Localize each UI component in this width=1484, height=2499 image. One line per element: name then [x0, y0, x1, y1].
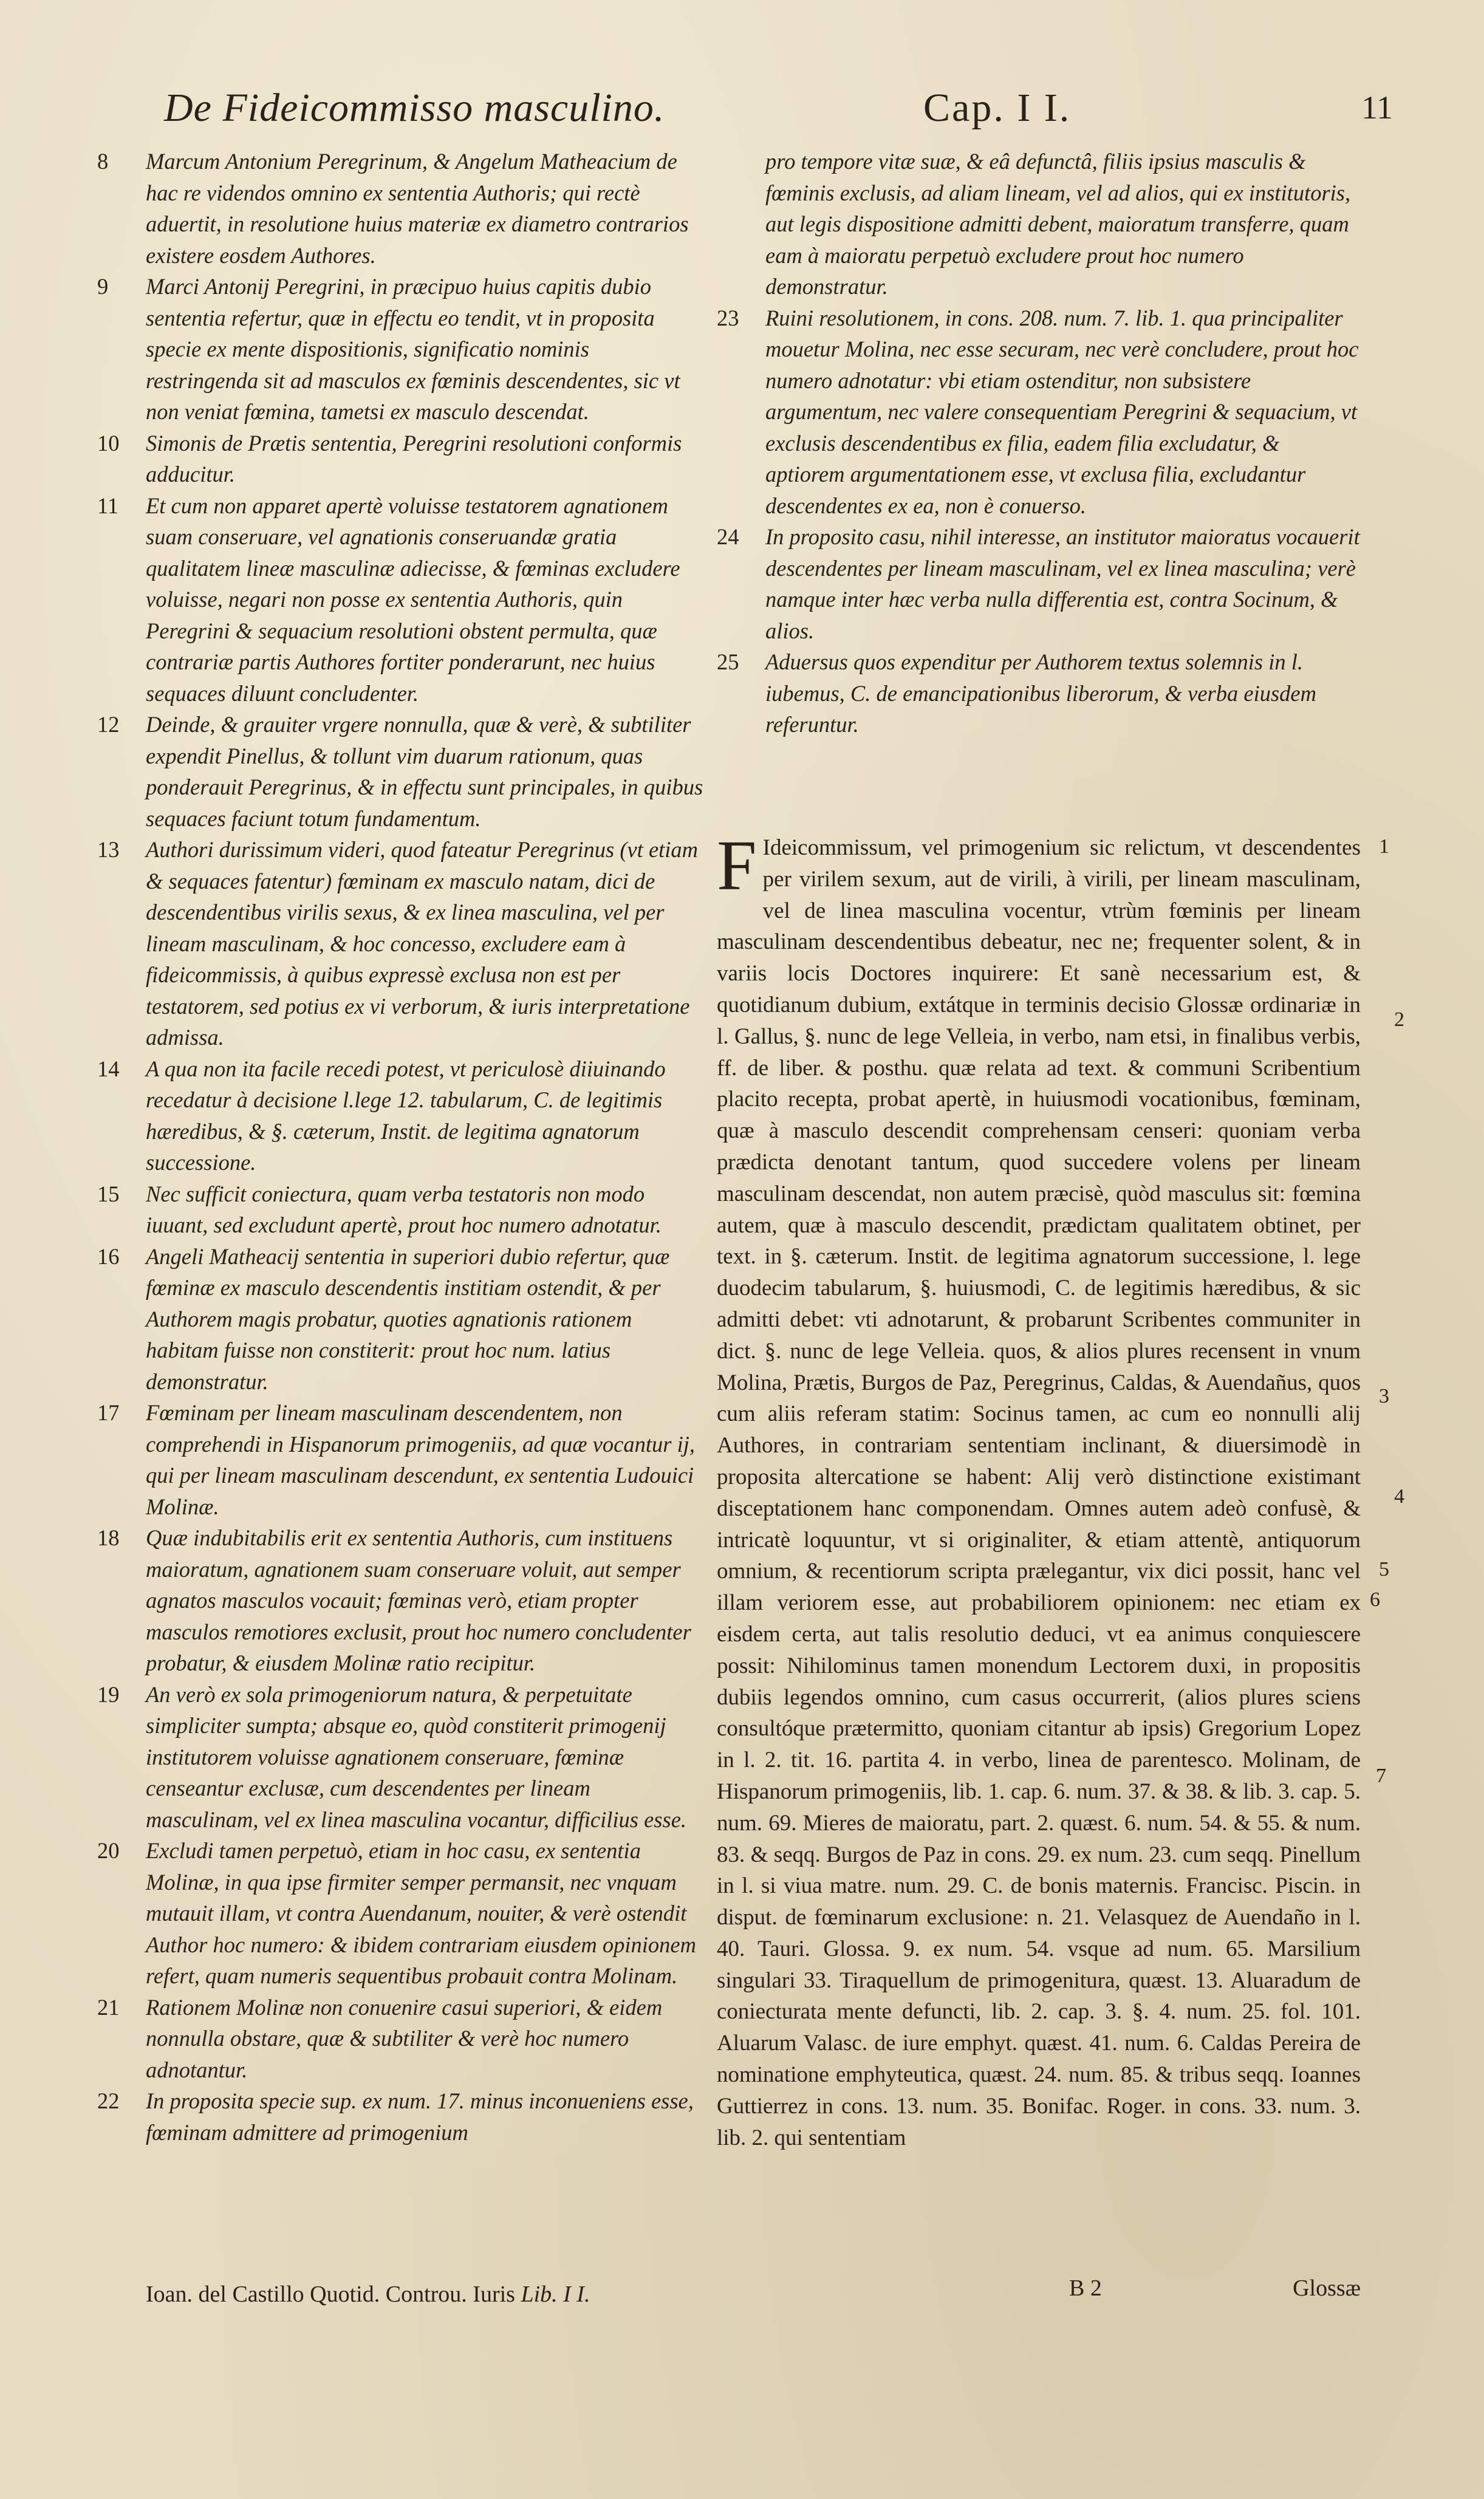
summary-item	[97, 1835, 705, 1992]
summary-item-text: In proposito casu, nihil interesse, an institutor maioratus vocauerit descendentes per lineam masculinam, vel ex linea masculina; verè namque inter hæc verba nulla differentia est, contra Socinum, & alios.	[765, 524, 1360, 643]
footer-author: Ioan. del Castillo Quotid. Controu. Iuris	[146, 2282, 515, 2307]
summary-item-text: Quæ indubitabilis erit ex sententia Authoris, cum instituens maioratum, agnationem suam conseruare voluit, aut semper agnatos masculos vocauit; fœminas verò, etiam propter masculos remotiores exclusit, prout hoc numero concludenter probatur, & eiusdem Molinæ ratio recipitur.	[146, 1525, 691, 1675]
footer-book: Lib. I I.	[521, 2282, 590, 2307]
margin-number: 7	[1376, 1765, 1386, 1787]
summary-item-text: Rationem Molinæ non conuenire casui superiori, & eidem nonnulla obstare, quæ & subtiliter & verè hoc numero adnotantur.	[146, 1994, 663, 2082]
summary-item-text: Excludi tamen perpetuò, etiam in hoc casu, ex sententia Molinæ, in qua ipse firmiter semper permansit, nec vnquam mutauit illam, vt contra Auendanum, nouiter, & verè ostendit Author hoc numero: & ibidem contrariam eiusdem opinionem refert, quam numeris sequentibus probauit contra Molinam.	[146, 1838, 696, 1988]
margin-number: 6	[1370, 1588, 1380, 1611]
summary-item-text: Authori durissimum videri, quod fateatur Peregrinus (vt etiam & sequaces fatentur) fœminam ex masculo natam, dici de descendentibus virilis sexus, & ex linea masculina, vel per lineam masculinam, & hoc concesso, excludere eam à fideicommissis, à quibus expressè exclusa non est per testatorem, sed potius ex vi verborum, & iuris interpretatione admissa.	[146, 837, 699, 1050]
summary-item	[97, 146, 705, 271]
summary-item	[97, 834, 705, 1053]
summary-item	[97, 1679, 705, 1836]
body-text: Ideicommissum, vel primogenium sic relictum, vt descendentes per virilem sexum, aut de virili, à virili, per lineam masculinam, vel de linea masculina vocentur, vtrùm fœminis per lineam masculinam descendentibus debeatur, nec ne; frequenter solent, & in variis locis Doctores inquirere: Et sanè necessarium est, & quotidianum dubium, extátque in terminis decisio Glossæ ordinariæ in l. Gallus, §. nunc de lege Velleia, in verbo, nam etsi, in finalibus verbis, ff. de liber. & posthu. quæ relata ad text. & communi Scribentium placito recepta, probat apertè, in huiusmodi vocationibus, fœminam, quæ à masculo descendit comprehensam censeri: quoniam verba prædicta denotant tantum, quod succedere volens per lineam masculinam descendat, non autem præcisè, quòd masculus sit: fœmina autem, quæ à masculo descendit, prædictam qualitatem obtinet, per text. in §. cæterum. Instit. de legitima agnatorum successione, l. lege duodecim tabularum, §. huiusmodi, C. de legitimis hæredibus, & sic admitti debet: vti adnotarunt, & probarunt Scribentes communiter in dict. §. nunc de lege Velleia. quos, & alios plures recensent in vnum Molina, Prætis, Burgos de Paz, Peregrinus, Caldas, & Auendañus, quos cum aliis referam statim: Socinus tamen, ac cum eo nonnulli alij Authores, in contrariam sententiam inclinant, & diuersimodè in proposita altercatione se habent: Alij verò distinctione existimant disceptationem hanc componendam. Omnes autem adeò confusè, & intricatè loquuntur, vt si originaliter, & etiam attentè, antiquorum omnium, & recentiorum scripta prælegantur, vix dici possit, hanc vel illam veriorem esse, aut probabiliorem opinionem: nec etiam ex eisdem certa, aut talis resolutio deduci, vt ea animus conquiescere possit: Nihilominus tamen monendum Lectorem duxi, in propositis dubiis legendos omnino, cum casus occurrerit, (alios plures sciens consultóque prætermitto, quoniam citantur ab ipsis) Gregorium Lopez in l. 2. tit. 16. partita 4. in verbo, linea de parentesco. Molinam, de Hispanorum primogeniis, lib. 1. cap. 6. num. 37. & 38. & lib. 3. cap. 5. num. 69. Mieres de maioratu, part. 2. quæst. 6. num. 54. & 55. & num. 83. & seqq. Burgos de Paz in cons. 29. ex num. 23. cum seqq. Pinellum in l. si viua matre. num. 29. C. de bonis maternis. Francisc. Piscin. in disput. de fœminarum exclusione: n. 21. Velasquez de Auendaño in l. 40. Tauri. Glossa. 9. ex num. 54. vsque ad num. 65. Marsilium singulari 33. Tiraquellum de primogenitura, quæst. 13. Aluaradum de coniecturata mente defuncti, lib. 2. cap. 3. §. 4. num. 25. fol. 101. Aluarum Valasc. de iure emphyt. quæst. 41. num. 6. Caldas Pereira de nominatione emphyteutica, quæst. 24. num. 85. & tribus seqq. Ioannes Guttierrez in cons. 13. num. 35. Bonifac. Roger. in cons. 33. num. 3. lib. 2. qui sententiam	[717, 835, 1361, 2150]
drop-cap: F	[717, 826, 757, 905]
margin-number: 1	[1379, 835, 1389, 858]
page-number: 11	[1361, 89, 1393, 126]
summary-item	[97, 490, 705, 709]
margin-number: 3	[1379, 1385, 1389, 1407]
summary-item-text: Nec sufficit coniectura, quam verba testatoris non modo iuuant, sed excludunt apertè, prout hoc numero adnotatur.	[146, 1181, 662, 1237]
summary-item-text: Simonis de Prætis sententia, Peregrini resolutioni conformis adducitur.	[146, 430, 682, 487]
main-text	[717, 826, 1361, 2153]
summary-item-number: 20	[97, 1838, 120, 1863]
summary-item-number: 10	[97, 430, 120, 456]
margin-number: 2	[1394, 1008, 1404, 1031]
chapter-label: Cap. I I.	[923, 86, 1072, 130]
margin-number: 4	[1394, 1485, 1404, 1508]
summary-item-number: 15	[97, 1181, 120, 1206]
summary-item	[97, 271, 705, 428]
summary-item	[717, 146, 1361, 303]
summary-left-column	[97, 146, 705, 2148]
running-header	[164, 85, 1393, 140]
summary-item-text: pro tempore vitæ suæ, & eâ defunctâ, filiis ipsius masculis & fœminis exclusis, ad aliam lineam, vel ad alios, qui ex institutoris, aut legis dispositione admitti debent, maioratum transferre, quam eam à maioratu perpetuò excludere prout hoc numero demonstratur.	[765, 149, 1351, 299]
summary-item-number: 12	[97, 712, 120, 737]
summary-item	[97, 1053, 705, 1178]
summary-item-number: 14	[97, 1056, 120, 1081]
summary-item	[717, 521, 1361, 646]
summary-item	[97, 1397, 705, 1522]
summary-item-number: 22	[97, 2088, 120, 2113]
header-title: De Fideicommisso masculino.	[164, 86, 665, 130]
summary-item	[97, 428, 705, 490]
summary-item-text: Et cum non apparet apertè voluisse testatorem agnationem suam conseruare, vel agnationis conseruandæ gratia qualitatem lineæ masculinæ adiecisse, & fœminas excludere voluisse, negari non posse ex sententia Authoris, quin Peregrini & sequacium resolutioni obstent permulta, quæ contrariæ partis Authores fortiter ponderarunt, nec huius sequaces diluunt concludenter.	[146, 493, 680, 706]
summary-item	[717, 646, 1361, 740]
summary-item	[97, 1241, 705, 1398]
summary-item-number: 16	[97, 1243, 120, 1269]
summary-item	[97, 1178, 705, 1241]
summary-item-text: Aduersus quos expenditur per Authorem textus solemnis in l. iubemus, C. de emancipationibus liberorum, & verba eiusdem referuntur.	[765, 649, 1316, 737]
summary-item-number: 23	[717, 305, 739, 330]
footer-author-line	[146, 2281, 590, 2308]
summary-item-text: Marcum Antonium Peregrinum, & Angelum Matheacium de hac re videndos omnino ex sententia Authoris; qui rectè aduertit, in resolutione huius materiæ ex diametro contrarios existere eosdem Authores.	[146, 149, 689, 268]
summary-item-number: 17	[97, 1400, 120, 1425]
summary-item	[717, 303, 1361, 522]
summary-item-text: A qua non ita facile recedi potest, vt periculosè diiuinando recedatur à decisione l.lege 12. tabularum, C. de legitimis hæredibus, & §. cæterum, Instit. de legitima agnatorum successione.	[146, 1056, 666, 1175]
summary-item-number: 21	[97, 1994, 120, 2020]
summary-item-text: Ruini resolutionem, in cons. 208. num. 7. lib. 1. qua principaliter mouetur Molina, nec esse securam, nec verè concludere, prout hoc numero adnotatur: vbi etiam ostenditur, non subsistere argumentum, nec valere consequentiam Peregrini & sequacium, vt exclusis descendentibus ex filia, eadem filia excludatur, & aptiorem argumentationem esse, vt exclusa filia, excludantur descendentes ex ea, non è conuerso.	[765, 305, 1359, 518]
body-paragraph	[717, 826, 1361, 2153]
summary-right-column	[717, 146, 1361, 740]
signature-mark: B 2	[1069, 2275, 1102, 2301]
summary-item-number: 11	[97, 493, 119, 518]
summary-item-text: An verò ex sola primogeniorum natura, & perpetuitate simpliciter sumpta; absque eo, quòd constiterit primogenij institutorem voluisse agnationem conseruare, fœminæ censeantur exclusæ, cum descendentes per lineam masculinam, vel ex linea masculina vocantur, difficilius esse.	[146, 1681, 687, 1832]
summary-item	[97, 709, 705, 834]
summary-item-number: 8	[97, 149, 109, 174]
summary-item-text: Marci Antonij Peregrini, in præcipuo huius capitis dubio sententia refertur, quæ in effectu eo tendit, vt in proposita specie ex mente dispositionis, significatio nominis restringenda sit ad masculos ex fœminis descendentes, sic vt non veniat fœmina, tametsi ex masculo descendat.	[146, 274, 680, 424]
summary-item-number: 9	[97, 274, 109, 299]
summary-item	[97, 1992, 705, 2086]
summary-item-text: Fœminam per lineam masculinam descendentem, non comprehendi in Hispanorum primogeniis, ad quæ vocantur ij, qui per lineam masculinam descendunt, ex sententia Ludouici Molinæ.	[146, 1400, 695, 1519]
summary-item	[97, 1522, 705, 1679]
summary-item-number: 19	[97, 1681, 120, 1707]
summary-item-number: 13	[97, 837, 120, 862]
summary-item-text: In proposita specie sup. ex num. 17. minus inconueniens esse, fœminam admittere ad primogenium	[146, 2088, 694, 2145]
summary-item-number: 18	[97, 1525, 120, 1550]
margin-number: 5	[1379, 1558, 1389, 1581]
summary-item-number: 25	[717, 649, 739, 674]
summary-item	[97, 2085, 705, 2148]
summary-item-text: Deinde, & grauiter vrgere nonnulla, quæ & verè, & subtiliter expendit Pinellus, & tollunt vim duarum rationum, quas ponderauit Peregrinus, & in effectu sunt principales, in quibus sequaces faciunt totum fundamentum.	[146, 712, 703, 831]
catchword: Glossæ	[1293, 2275, 1361, 2301]
summary-item-text: Angeli Matheacij sententia in superiori dubio refertur, quæ fœminæ ex masculo descendentis institiam ostendit, & per Authorem magis probatur, quoties agnationis rationem habitam fuisse non constiterit: prout hoc num. latius demonstratur.	[146, 1243, 670, 1394]
summary-item-number: 24	[717, 524, 739, 549]
signature-line	[717, 2275, 1361, 2311]
